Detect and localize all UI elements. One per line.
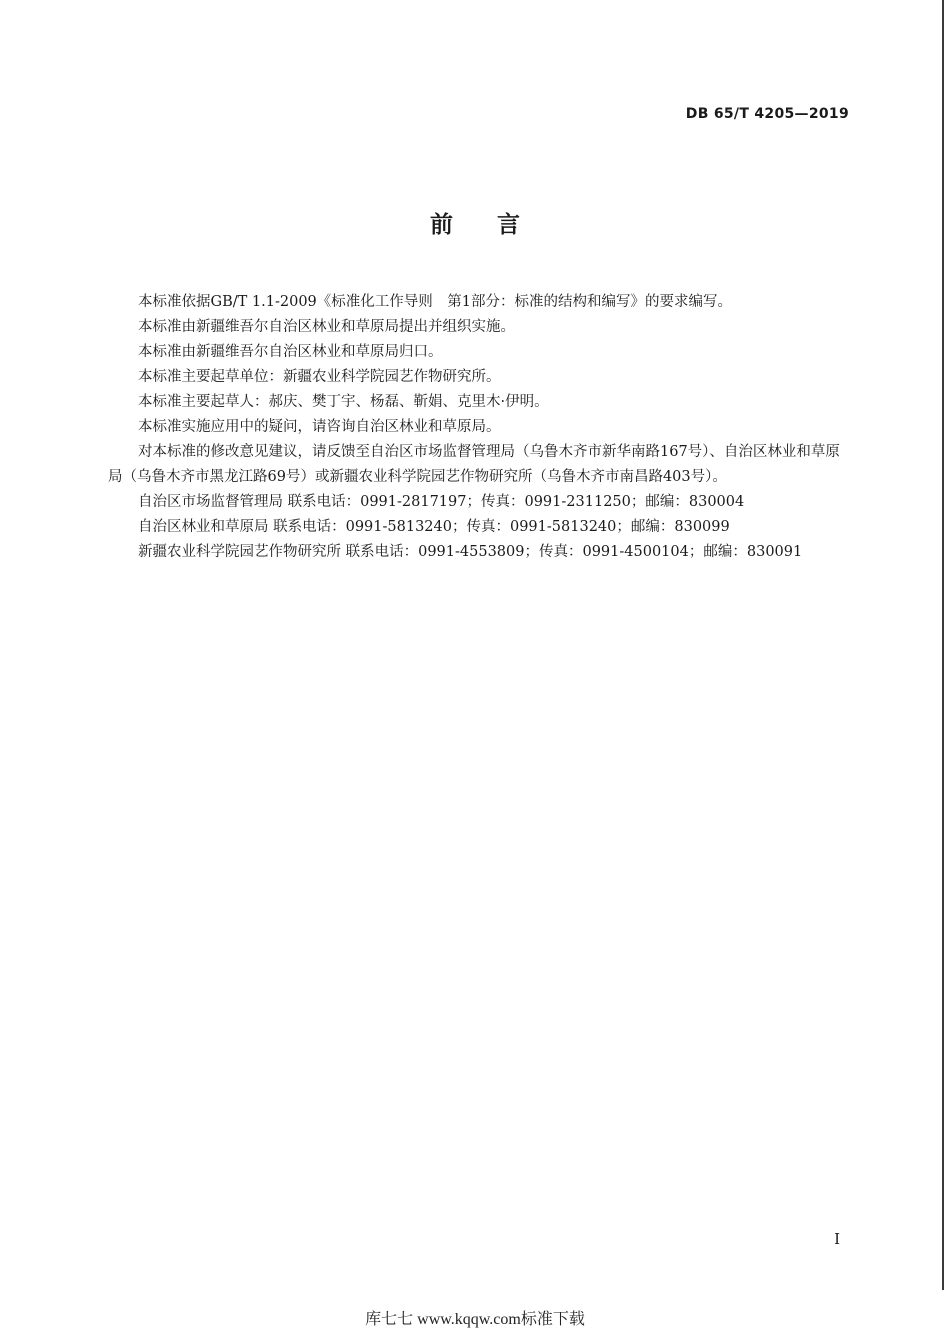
footer-watermark: 库七七 www.kqqw.com标准下载 bbox=[365, 1311, 585, 1328]
contact-research-institute: 新疆农业科学院园艺作物研究所 联系电话：0991-4553809；传真：0991-4500104；邮编：830091 bbox=[138, 544, 803, 560]
page-title: 前 言 bbox=[429, 212, 538, 238]
page-number: I bbox=[834, 1230, 840, 1248]
paragraph-centralized-unit: 本标准由新疆维吾尔自治区林业和草原局归口。 bbox=[138, 344, 443, 360]
foreword-body bbox=[108, 290, 852, 565]
paragraph-feedback: 对本标准的修改意见建议，请反馈至自治区市场监督管理局（乌鲁木齐市新华南路167号）、自治区林业和草原局（乌鲁木齐市黑龙江路69号）或新疆农业科学院园艺作物研究所（乌鲁木齐市南昌路403号）。 bbox=[108, 444, 840, 485]
contact-forestry-bureau: 自治区林业和草原局 联系电话：0991-5813240；传真：0991-5813240；邮编：830099 bbox=[138, 519, 730, 535]
paragraph-drafting-unit: 本标准主要起草单位：新疆农业科学院园艺作物研究所。 bbox=[138, 369, 501, 385]
contact-market-bureau: 自治区市场监督管理局 联系电话：0991-2817197；传真：0991-2311250；邮编：830004 bbox=[138, 494, 745, 510]
paragraph-proposer: 本标准由新疆维吾尔自治区林业和草原局提出并组织实施。 bbox=[138, 319, 515, 335]
document-code: DB 65/T 4205—2019 bbox=[685, 106, 849, 122]
paragraph-inquiries: 本标准实施应用中的疑问，请咨询自治区林业和草原局。 bbox=[138, 419, 501, 435]
scan-edge-line bbox=[942, 0, 944, 1290]
paragraph-basis: 本标准依据GB/T 1.1-2009《标准化工作导则 第1部分：标准的结构和编写》的要求编写。 bbox=[138, 294, 732, 310]
paragraph-drafters: 本标准主要起草人：郝庆、樊丁宇、杨磊、靳娟、克里木·伊明。 bbox=[138, 394, 549, 410]
